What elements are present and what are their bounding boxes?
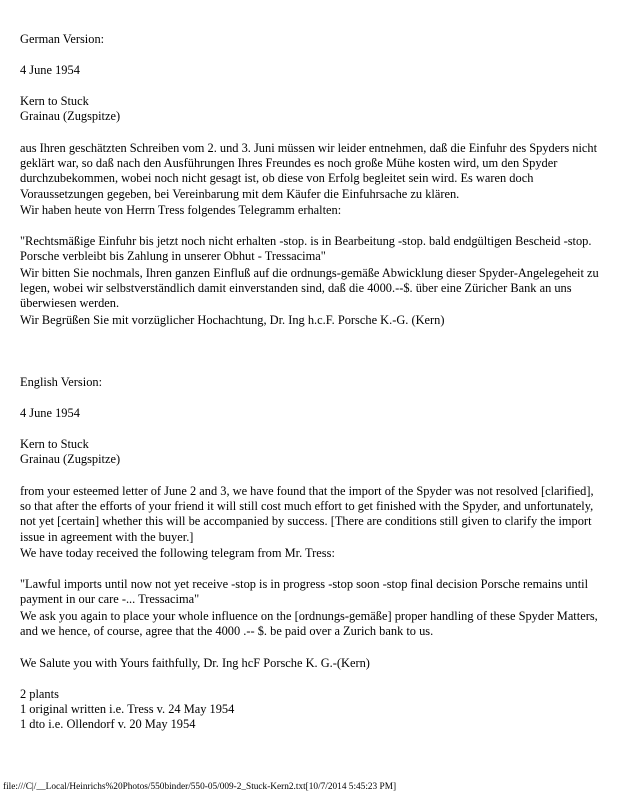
german-closing: Wir Begrüßen Sie mit vorzüglicher Hochachtung, Dr. Ing h.c.F. Porsche K.-G. (Kern) <box>20 313 445 327</box>
enclosure-line-2: 1 original written i.e. Tress v. 24 May 1954 <box>20 702 235 716</box>
enclosure-line-3: 1 dto i.e. Ollendorf v. 20 May 1954 <box>20 717 196 731</box>
enclosure-line-1: 2 plants <box>20 687 59 701</box>
english-paragraph-3: We ask you again to place your whole influence on the [ordnungs-gemäße] proper handling of these Spyder Matters, and we hence, of course, agree that the 4000 .-- $. be paid over a Zurich bank to us. <box>20 609 598 639</box>
german-paragraph-3: Wir bitten Sie nochmals, Ihren ganzen Einfluß auf die ordnungs-gemäße Abwicklung dieser Spyder-Angelegeheit zu legen, wobei wir selbstverständlich damit einverstanden sind, daß die 4000.--$. über eine Züricher Bank an uns überwiesen werden. <box>20 266 599 311</box>
german-location: Grainau (Zugspitze) <box>20 109 121 123</box>
english-from-to: Kern to Stuck <box>20 437 89 451</box>
german-telegram: "Rechtsmäßige Einfuhr bis jetzt noch nicht erhalten -stop. is in Bearbeitung -stop. bald endgültigen Bescheid -stop. Porsche verbleibt bis Zahlung in unserer Obhut - Tressacima" <box>20 234 592 264</box>
german-paragraph-1: aus Ihren geschätzten Schreiben vom 2. und 3. Juni müssen wir leider entnehmen, daß die Einfuhr des Spyders nicht geklärt war, so daß nach den Ausführungen Ihres Freundes es noch große Mühe kosten wird, um den Spyder durchzubekommen, wobei noch nicht gesagt ist, ob diese von Erfolg begleitet sein wird. Es waren doch Voraussetzungen gegeben, bei Vereinbarung mit dem Käufer die Einfuhrsache zu klären. <box>20 141 598 201</box>
english-date: 4 June 1954 <box>20 406 80 420</box>
german-paragraph-2: Wir haben heute von Herrn Tress folgendes Telegramm erhalten: <box>20 203 342 217</box>
german-date: 4 June 1954 <box>20 63 80 77</box>
english-telegram: "Lawful imports until now not yet receive -stop is in progress -stop soon -stop final decision Porsche remains until payment in our care -... Tressacima" <box>20 577 589 607</box>
english-paragraph-2: We have today received the following telegram from Mr. Tress: <box>20 546 335 560</box>
english-location: Grainau (Zugspitze) <box>20 452 121 466</box>
english-closing: We Salute you with Yours faithfully, Dr. Ing hcF Porsche K. G.-(Kern) <box>20 656 370 670</box>
german-heading: German Version: <box>20 32 105 46</box>
german-from-to: Kern to Stuck <box>20 94 89 108</box>
print-footer-path: file:///C|/__Local/Heinrichs%20Photos/550binder/550-05/009-2_Stuck-Kern2.txt[10/7/2014 5:45:23 PM] <box>3 782 397 792</box>
english-paragraph-1: from your esteemed letter of June 2 and 3, we have found that the import of the Spyder was not resolved [clarified], so that after the efforts of your friend it will still cost much effort to get finished with the Spyder, and unfortunately, not yet [certain] whether this will be accompanied by success. [There are conditions still given to clarify the import issue in agreement with the buyer.] <box>20 484 594 544</box>
english-heading: English Version: <box>20 375 103 389</box>
